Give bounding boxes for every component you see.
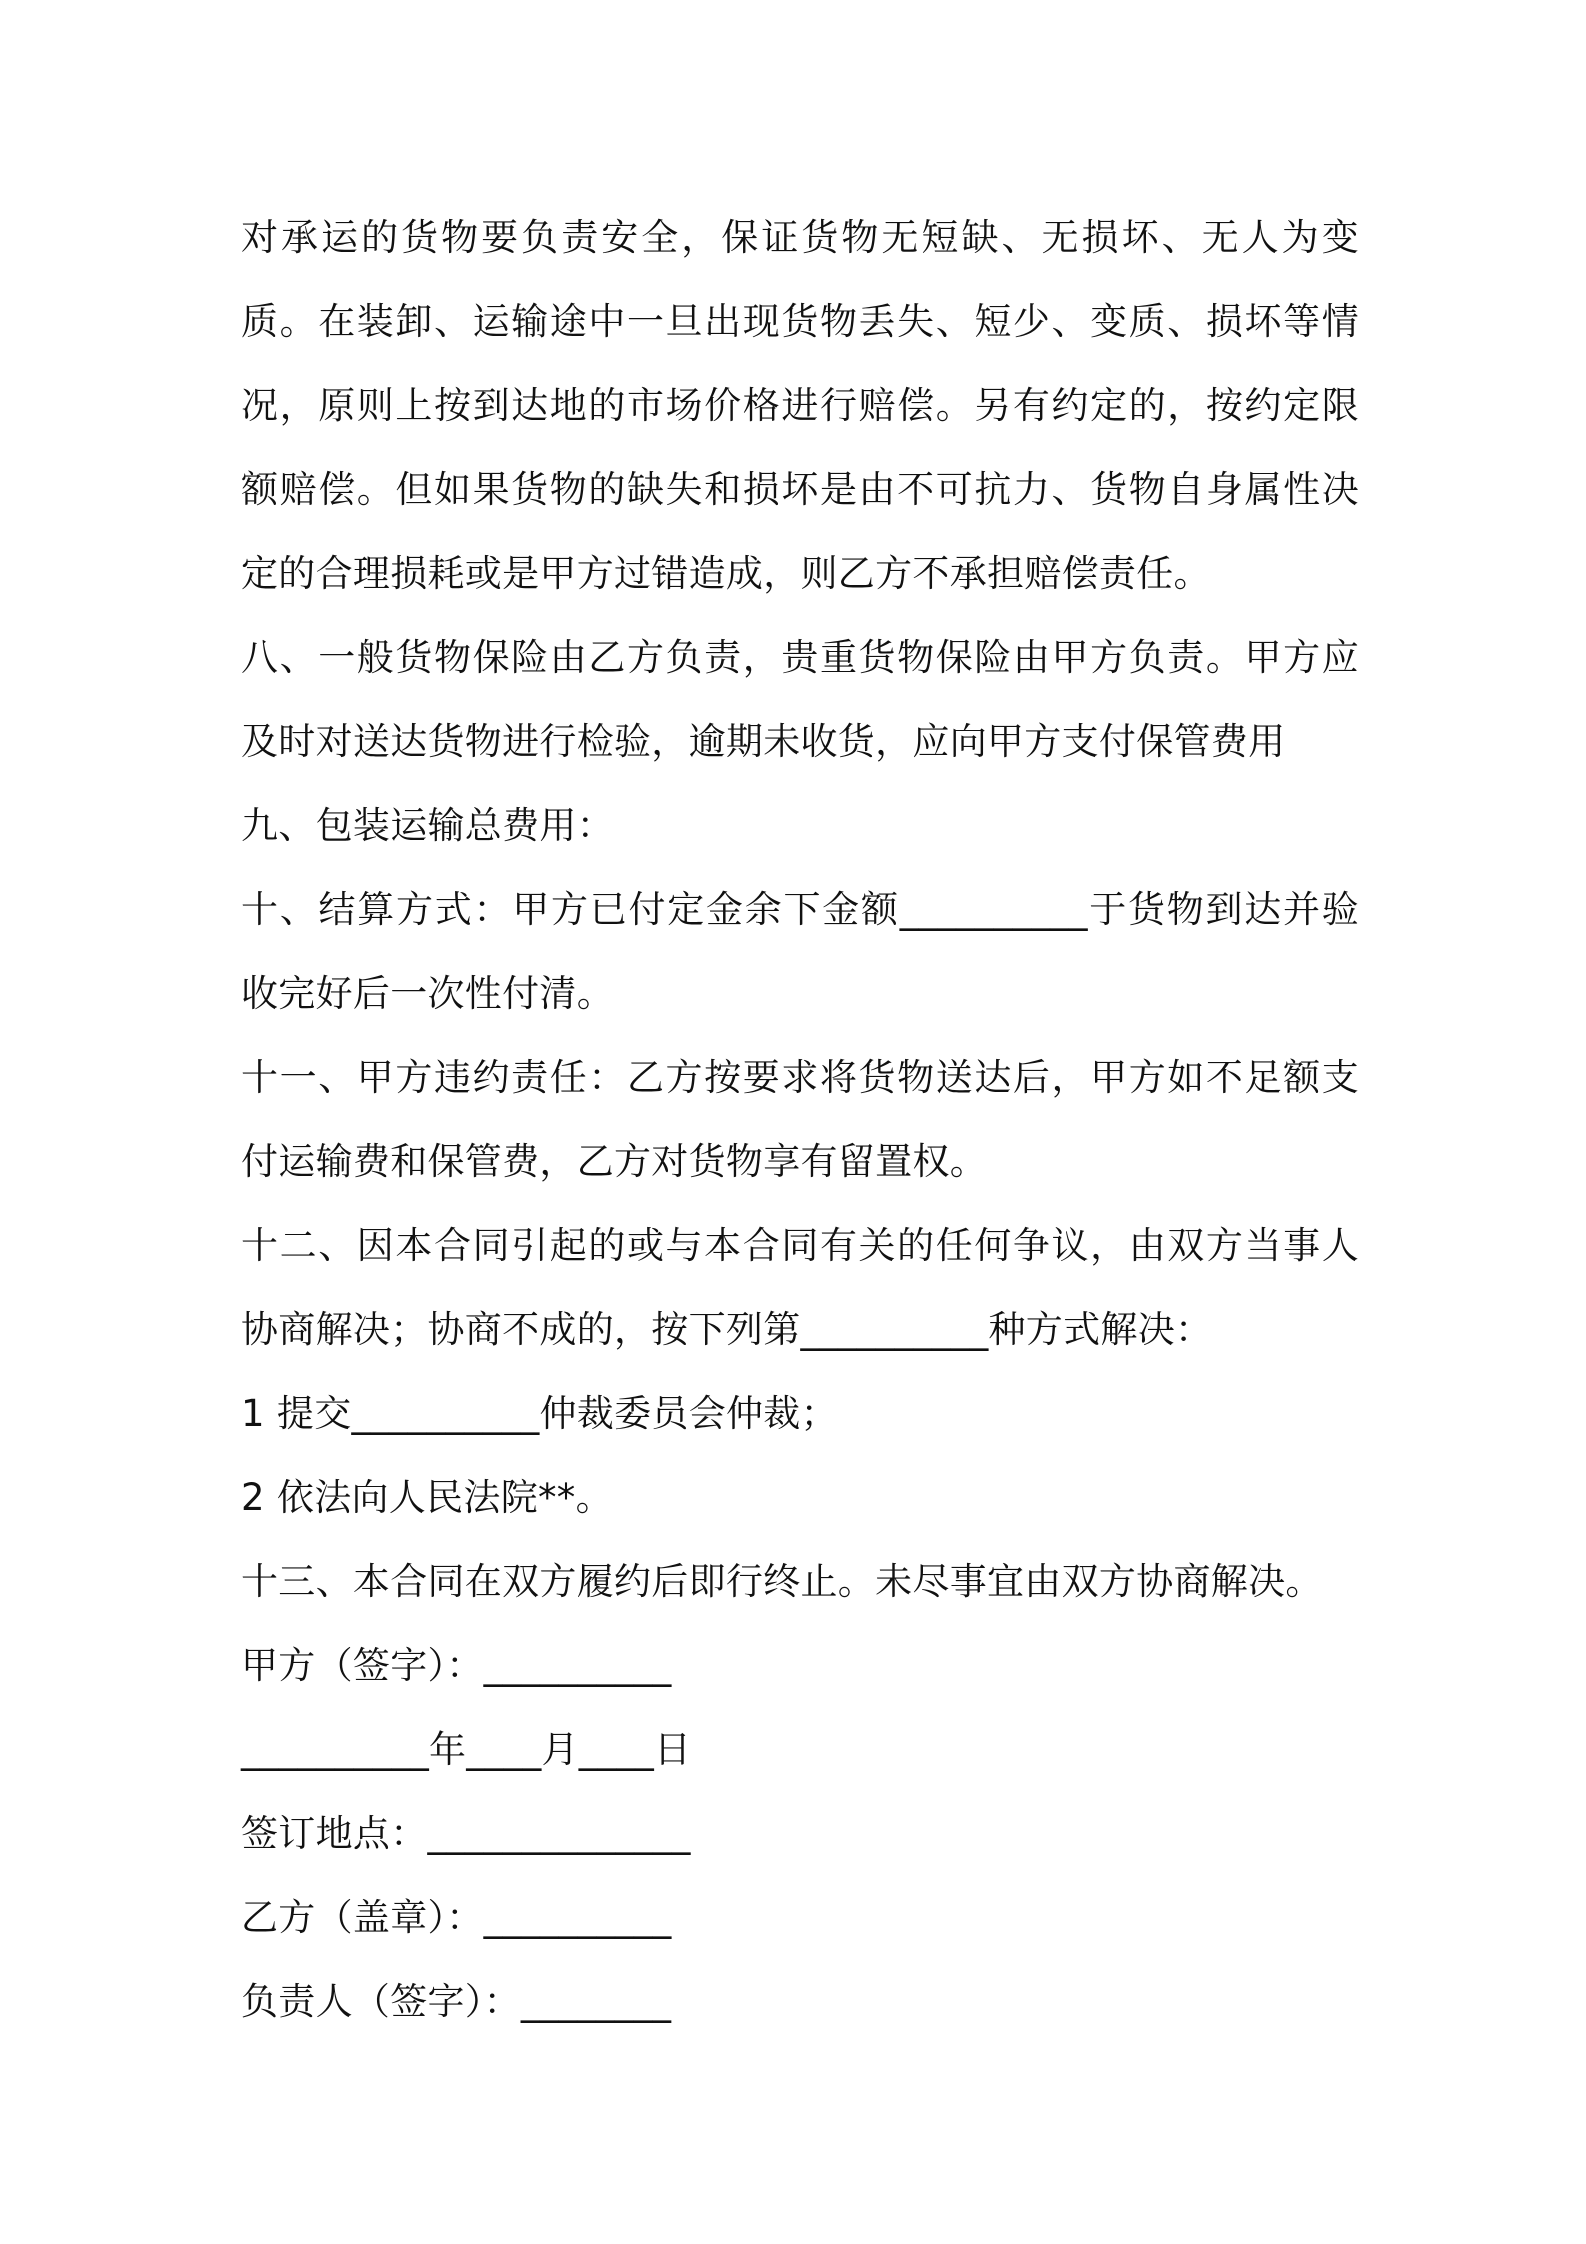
dispute-option-arbitration: 1 提交__________仲裁委员会仲裁； xyxy=(241,1392,838,1435)
responsible-person-signature-line: 负责人（签字）：________ xyxy=(241,1980,672,2023)
date-line: __________年____月____日 xyxy=(241,1728,692,1771)
party-b-seal-line: 乙方（盖章）：__________ xyxy=(241,1896,672,1939)
clause-twelve-dispute: 十二、因本合同引起的或与本合同有关的任何争议，由双方当事人协商解决；协商不成的，按下列第__________种方式解决： xyxy=(241,1224,1359,1351)
clause-eight-insurance: 八、一般货物保险由乙方负责，贵重货物保险由甲方负责。甲方应及时对送达货物进行检验，逾期未收货，应向甲方支付保管费用 xyxy=(241,636,1359,763)
party-a-signature-line: 甲方（签字）：__________ xyxy=(241,1644,672,1687)
clause-nine-total-cost: 九、包装运输总费用： xyxy=(241,804,614,847)
dispute-option-court: 2 依法向人民法院**。 xyxy=(241,1476,613,1519)
clause-ten-settlement: 十、结算方式：甲方已付定金余下金额__________于货物到达并验收完好后一次性付清。 xyxy=(241,888,1359,1015)
clause-seven-liability-text: 对承运的货物要负责安全，保证货物无短缺、无损坏、无人为变质。在装卸、运输途中一旦出现货物丢失、短少、变质、损坏等情况，原则上按到达地的市场价格进行赔偿。另有约定的，按约定限额赔偿。但如果货物的缺失和损坏是由不可抗力、货物自身属性决定的合理损耗或是甲方过错造成，则乙方不承担赔偿责任。 xyxy=(241,216,1359,595)
signing-location-line: 签订地点：______________ xyxy=(241,1812,691,1855)
document-body xyxy=(241,196,1359,2044)
clause-eleven-breach: 十一、甲方违约责任：乙方按要求将货物送达后，甲方如不足额支付运输费和保管费，乙方对货物享有留置权。 xyxy=(241,1056,1359,1183)
clause-thirteen-termination: 十三、本合同在双方履约后即行终止。未尽事宜由双方协商解决。 xyxy=(241,1560,1323,1603)
